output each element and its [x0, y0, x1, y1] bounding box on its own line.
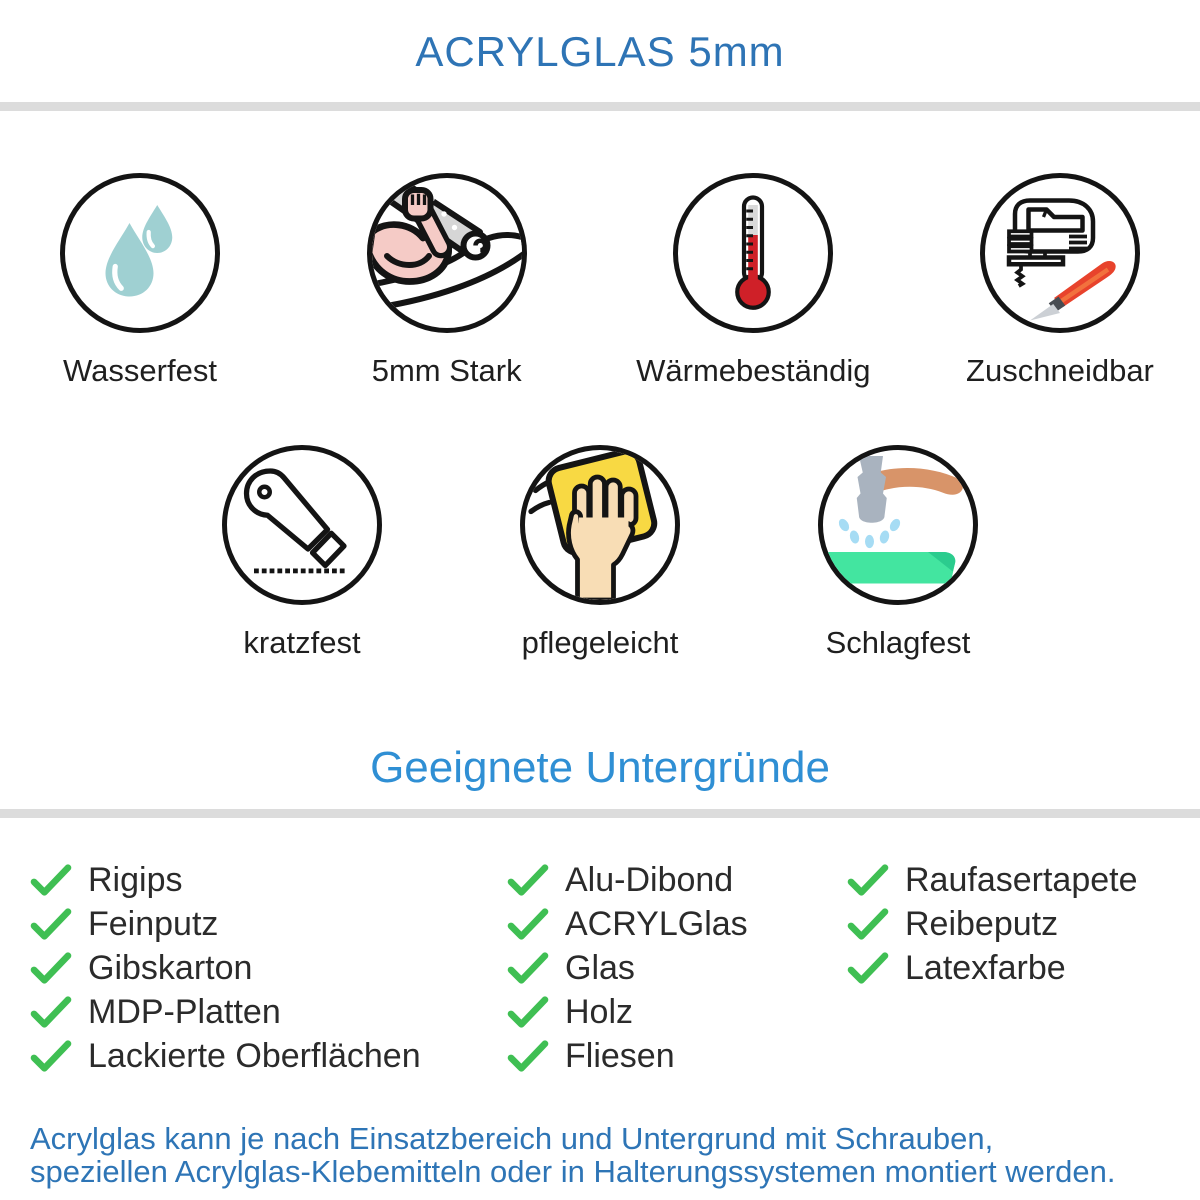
substrate-column-1 — [28, 858, 505, 1078]
feature-heat-resistant — [636, 173, 871, 389]
substrate-label: Fliesen — [565, 1036, 675, 1075]
substrate-label: Feinputz — [88, 904, 219, 943]
feature-label: Wasserfest — [63, 353, 217, 388]
list-item — [505, 1034, 845, 1078]
section-title: Geeignete Untergründe — [370, 743, 830, 792]
check-icon — [28, 863, 74, 897]
substrate-column-3 — [845, 858, 1200, 1078]
water-drops-icon — [60, 173, 220, 333]
check-icon — [28, 1039, 74, 1073]
feature-easy-care — [480, 445, 720, 661]
substrate-column-2 — [505, 858, 845, 1078]
feature-label: Zuschneidbar — [966, 353, 1154, 388]
list-item — [28, 990, 505, 1034]
substrate-label: Raufasertapete — [905, 860, 1138, 899]
list-item — [845, 902, 1200, 946]
muscle-arm-icon — [367, 173, 527, 333]
substrate-label: Lackierte Oberflächen — [88, 1036, 421, 1075]
list-item — [505, 946, 845, 990]
feature-row-1 — [0, 173, 1200, 389]
list-item — [28, 858, 505, 902]
jigsaw-knife-icon — [980, 173, 1140, 333]
feature-scratchproof — [182, 445, 422, 661]
list-item — [28, 1034, 505, 1078]
check-icon — [505, 1039, 551, 1073]
list-item — [505, 902, 845, 946]
feature-row-2 — [0, 445, 1200, 661]
substrate-label: Alu-Dibond — [565, 860, 734, 899]
check-icon — [845, 907, 891, 941]
feature-label: pflegeleicht — [521, 625, 679, 660]
feature-thickness — [337, 173, 557, 389]
substrate-list — [0, 858, 1200, 1078]
hammer-icon — [818, 445, 978, 605]
check-icon — [505, 995, 551, 1029]
check-icon — [28, 951, 74, 985]
list-item — [845, 946, 1200, 990]
mounting-note — [30, 1122, 1200, 1188]
thermometer-icon — [673, 173, 833, 333]
feature-label: Schlagfest — [825, 625, 971, 660]
list-item — [28, 946, 505, 990]
check-icon — [845, 863, 891, 897]
check-icon — [505, 951, 551, 985]
check-icon — [505, 907, 551, 941]
substrate-label: Gibskarton — [88, 948, 253, 987]
substrate-label: Rigips — [88, 860, 183, 899]
feature-label: 5mm Stark — [371, 353, 522, 388]
list-item — [28, 902, 505, 946]
check-icon — [28, 907, 74, 941]
mounting-note-line-1: Acrylglas kann je nach Einsatzbereich und Untergrund mit Schrauben, — [30, 1121, 994, 1156]
check-icon — [28, 995, 74, 1029]
check-icon — [845, 951, 891, 985]
feature-cuttable — [950, 173, 1170, 389]
substrate-label: Latexfarbe — [905, 948, 1066, 987]
feature-impact-resistant — [778, 445, 1018, 661]
mid-divider — [0, 809, 1200, 818]
substrate-label: ACRYLGlas — [565, 904, 748, 943]
cutter-knife-icon — [222, 445, 382, 605]
feature-label: Wärmebeständig — [636, 353, 871, 388]
check-icon — [505, 863, 551, 897]
page-title: ACRYLGLAS 5mm — [415, 28, 785, 75]
list-item — [505, 858, 845, 902]
feature-label: kratzfest — [243, 625, 361, 660]
substrate-label: Glas — [565, 948, 635, 987]
substrate-label: Reibeputz — [905, 904, 1059, 943]
feature-waterproof — [30, 173, 250, 389]
list-item — [845, 858, 1200, 902]
substrate-label: MDP-Platten — [88, 992, 281, 1031]
mounting-note-line-2: speziellen Acrylglas-Klebemitteln oder in Halterungssystemen montiert werden. — [30, 1154, 1116, 1189]
list-item — [505, 990, 845, 1034]
top-divider — [0, 102, 1200, 111]
substrate-label: Holz — [565, 992, 634, 1031]
hand-cloth-icon — [520, 445, 680, 605]
